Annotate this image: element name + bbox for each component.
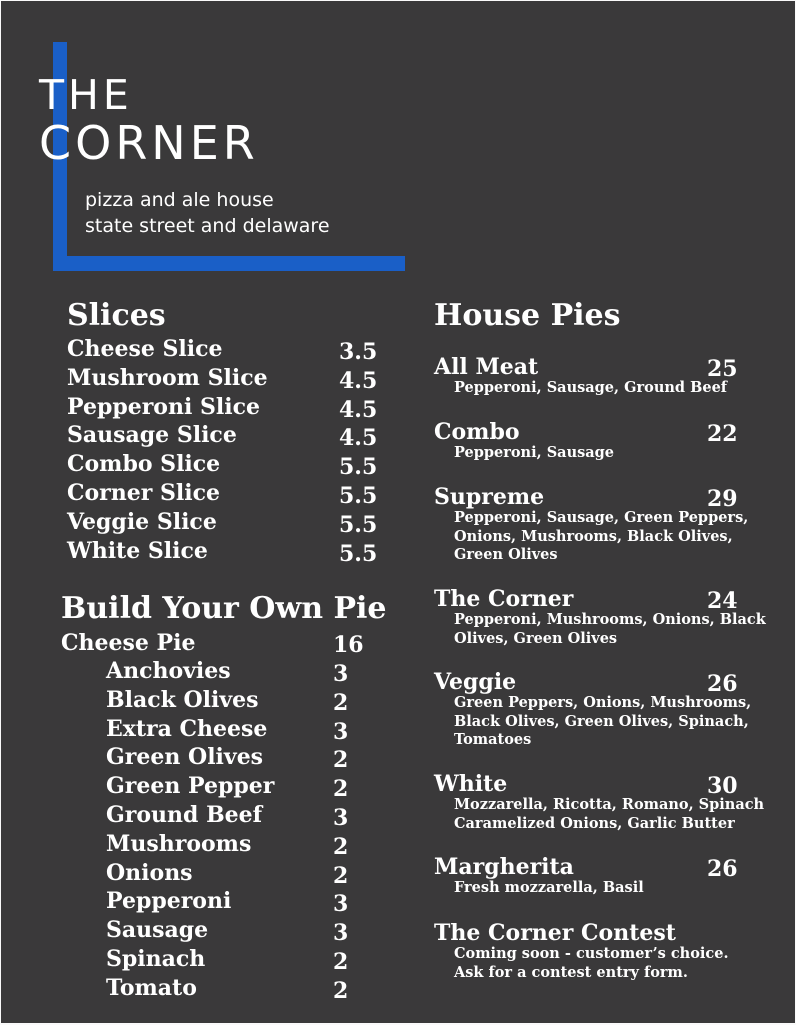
item-price: 3: [333, 920, 349, 947]
brand-accent-bar-horizontal: [53, 256, 405, 271]
slice-item: [67, 508, 387, 537]
base-pie-item: [61, 630, 401, 657]
item-name: Pepperoni Slice: [67, 393, 260, 420]
topping-item: [106, 772, 401, 801]
tagline-line-1: pizza and ale house: [85, 189, 274, 211]
item-name: Veggie Slice: [67, 508, 217, 535]
topping-item: [106, 743, 401, 772]
house-pie-item: [434, 587, 774, 648]
item-name: Spinach: [106, 945, 206, 972]
pie-description: Pepperoni, Sausage, Ground Beef: [454, 379, 728, 396]
slice-item: [67, 421, 387, 450]
item-name: Cheese Pie: [61, 630, 196, 656]
topping-item: [106, 887, 401, 916]
pie-name: Veggie: [434, 669, 517, 695]
item-name: Cheese Slice: [67, 336, 223, 362]
topping-item: [106, 657, 401, 686]
item-price: 3: [333, 718, 349, 745]
pie-description: Pepperoni, Sausage: [454, 444, 615, 461]
slice-item: [67, 537, 387, 566]
slice-item: [67, 335, 387, 364]
pie-description: Pepperoni, Sausage, Green Peppers, Onions, Mushrooms, Black Olives, Green Olives: [454, 509, 749, 563]
pie-price: 26: [707, 671, 738, 697]
slice-item: [67, 393, 387, 422]
tagline-line-2: state street and delaware: [85, 215, 330, 237]
house-pie-item: [434, 485, 774, 565]
house-pie-item: [434, 772, 774, 833]
pie-name: Combo: [434, 419, 520, 445]
item-price: 3: [333, 661, 349, 687]
item-name: Corner Slice: [67, 479, 221, 506]
pie-price: 22: [707, 421, 738, 447]
item-price: 2: [333, 833, 349, 860]
item-price: 2: [333, 747, 349, 774]
restaurant-title: [39, 71, 259, 170]
item-price: 3: [333, 891, 349, 918]
item-name: Green Pepper: [106, 773, 275, 800]
pie-description: Pepperoni, Mushrooms, Onions, Black Olives, Green Olives: [454, 611, 766, 647]
item-price: 16: [333, 632, 364, 658]
menu-page: [1, 1, 795, 1023]
pie-price: 29: [707, 486, 738, 512]
item-name: Pepperoni: [106, 888, 232, 915]
topping-item: [106, 945, 401, 974]
house-pie-item: [434, 670, 774, 750]
item-name: Mushroom Slice: [67, 364, 268, 391]
item-price: 3: [333, 804, 349, 831]
item-name: Ground Beef: [106, 801, 263, 828]
topping-item: [106, 715, 401, 744]
item-price: 2: [333, 977, 349, 1004]
slice-item: [67, 479, 387, 508]
item-price: 2: [333, 862, 349, 889]
title-line-2: CORNER: [39, 116, 259, 170]
house-pies-heading: House Pies: [434, 298, 621, 333]
pie-description: Green Peppers, Onions, Mushrooms, Black Olives, Green Olives, Spinach, Tomatoes: [454, 694, 752, 748]
slice-item: [67, 450, 387, 479]
slices-heading: Slices: [67, 298, 166, 333]
pie-price: 25: [707, 356, 738, 382]
slice-item: [67, 364, 387, 393]
item-price: 5.5: [339, 454, 378, 481]
build-your-own-section: [61, 591, 401, 1004]
item-price: 5.5: [339, 511, 378, 538]
build-your-own-heading: Build Your Own Pie: [61, 591, 387, 626]
slices-section: [67, 298, 387, 567]
pie-price: 26: [707, 856, 738, 882]
title-line-1: THE: [39, 71, 133, 119]
item-name: Tomato: [106, 974, 197, 1001]
item-name: White Slice: [67, 537, 208, 564]
item-name: Anchovies: [106, 658, 231, 684]
item-price: 5.5: [339, 540, 378, 567]
pie-name: Margherita: [434, 854, 574, 880]
item-price: 4.5: [339, 425, 378, 452]
topping-item: [106, 801, 401, 830]
item-name: Extra Cheese: [106, 715, 268, 742]
item-price: 5.5: [339, 482, 378, 509]
house-pies-section: [434, 298, 774, 981]
house-pie-item: [434, 355, 774, 398]
item-price: 4.5: [339, 396, 378, 423]
pie-description: Fresh mozzarella, Basil: [454, 879, 644, 896]
pie-price: 24: [707, 588, 738, 614]
pie-name: The Corner: [434, 586, 574, 612]
item-name: Black Olives: [106, 686, 259, 713]
pie-name: Supreme: [434, 484, 545, 510]
item-name: Green Olives: [106, 744, 264, 771]
item-name: Sausage: [106, 917, 209, 944]
pie-description: Mozzarella, Ricotta, Romano, Spinach Caramelized Onions, Garlic Butter: [454, 796, 765, 832]
house-pie-item: [434, 420, 774, 463]
pie-description: Coming soon - customer’s choice. Ask for a contest entry form.: [454, 945, 729, 981]
item-price: 4.5: [339, 367, 378, 394]
item-price: 2: [333, 948, 349, 975]
item-name: Onions: [106, 859, 193, 886]
house-pie-item: [434, 855, 774, 898]
pie-name: All Meat: [434, 354, 539, 380]
pie-price: 30: [707, 773, 738, 799]
item-price: 3.5: [339, 339, 378, 365]
item-name: Sausage Slice: [67, 422, 237, 449]
item-name: Mushrooms: [106, 830, 252, 857]
topping-item: [106, 830, 401, 859]
pie-name: White: [434, 771, 508, 797]
pie-name: The Corner Contest: [434, 920, 676, 946]
item-price: 2: [333, 776, 349, 803]
house-pie-item: [434, 921, 774, 982]
topping-item: [106, 974, 401, 1003]
item-price: 2: [333, 689, 349, 716]
tagline: [85, 187, 330, 239]
item-name: Combo Slice: [67, 451, 221, 478]
topping-item: [106, 859, 401, 888]
topping-item: [106, 916, 401, 945]
topping-item: [106, 686, 401, 715]
